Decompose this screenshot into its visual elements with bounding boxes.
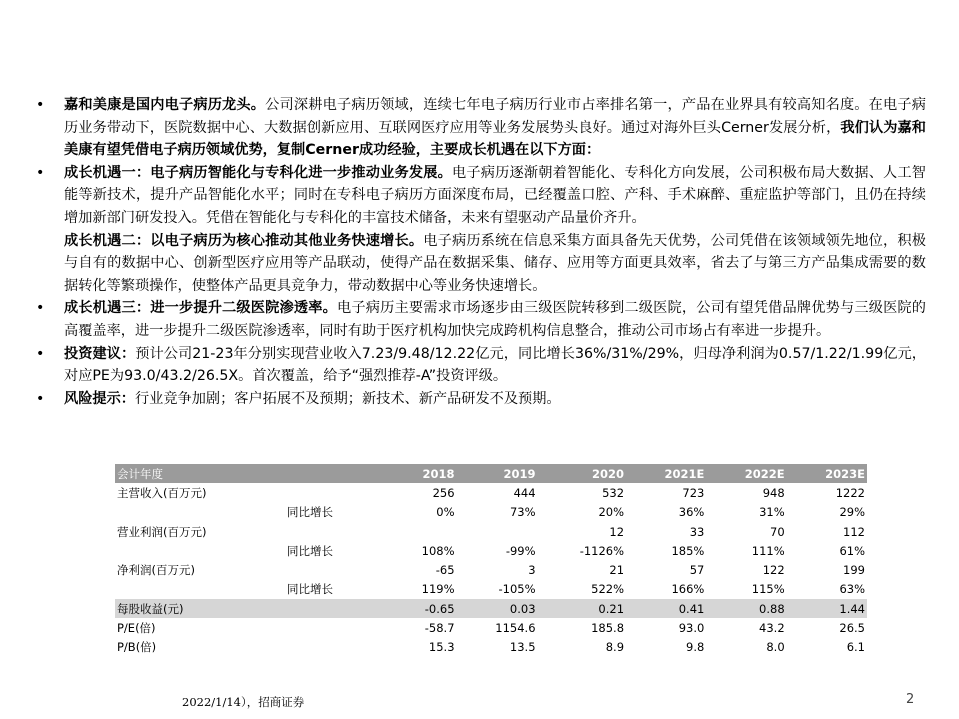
bullet-1-bold: 嘉和美康是国内电子病历龙头。 (64, 97, 266, 113)
cell-value: 93.0 (678, 621, 705, 636)
cell-value: -99% (505, 543, 536, 558)
cell-value: 122 (762, 563, 785, 578)
table-header-row (115, 464, 867, 483)
cell-value: 115% (751, 582, 785, 597)
table-row (115, 522, 867, 541)
cell-value: 9.8 (686, 640, 705, 655)
row-label (115, 580, 257, 599)
table-row (115, 599, 867, 618)
row-label: 主营收入(百万元) (117, 485, 207, 500)
cell-value: 1154.6 (495, 621, 536, 636)
row-label: 营业利润(百万元) (117, 524, 207, 539)
cell-value: -1126% (579, 543, 625, 558)
cell-value: 21 (609, 563, 625, 578)
cell-value: 36% (678, 505, 705, 520)
cell-value: 12 (609, 524, 625, 539)
row-sublabel (257, 618, 389, 637)
cell-value: 70 (770, 524, 785, 539)
bullet-4 (36, 343, 926, 388)
cell-value: 522% (591, 582, 625, 597)
row-sublabel: 同比增长 (287, 543, 333, 558)
row-sublabel: 同比增长 (287, 582, 333, 597)
cell-value: 0.03 (457, 599, 538, 618)
bullet-5-text: 行业竞争加剧；客户拓展不及预期；新技术、新产品研发不及预期。 (134, 390, 561, 407)
cell-value: 1.44 (787, 599, 867, 618)
cell-value: 73% (509, 505, 536, 520)
table-header-year: 2019 (457, 464, 538, 483)
cell-value: 166% (671, 582, 705, 597)
cell-value: -105% (498, 582, 536, 597)
cell-value: 8.9 (605, 640, 625, 655)
cell-value (389, 522, 457, 541)
cell-value: 532 (602, 485, 625, 500)
bullet-5 (36, 388, 926, 411)
bullet-2-bold: 成长机遇一：电子病历智能化与专科化进一步推动业务发展。 (64, 164, 452, 181)
table-header-year: 2022E (706, 464, 786, 483)
cell-value: 0.88 (706, 599, 786, 618)
financial-table (115, 464, 867, 657)
cell-value: 31% (759, 505, 785, 520)
cell-value: 948 (762, 485, 785, 500)
cell-value: 119% (421, 582, 455, 597)
bullet-1-bold-tail: 我们认为嘉和美康有望凭借电子病历领域优势，复制Cerner成功经验，主要成长机遇在以下方面： (64, 119, 926, 159)
cell-value: 61% (839, 543, 865, 558)
page-number: 2 (906, 692, 915, 707)
bullet-1-text: 公司深耕电子病历领域，连续七年电子病历行业市占率排名第一，产品在业界具有较高知名度。在电子病历业务带动下，医院数据中心、大数据创新应用、互联网医疗应用等业务发展势头良好。通过对海外巨头Cerner发展分析， (64, 97, 926, 136)
table-row (115, 638, 867, 657)
bullet-dot: • (36, 300, 45, 317)
bullet-2-continuation (36, 230, 926, 298)
table-header-year: 2023E (787, 464, 867, 483)
table-row (115, 503, 867, 522)
cell-value: 112 (843, 524, 865, 539)
cell-value: 0% (436, 505, 455, 520)
row-sublabel (257, 599, 389, 618)
row-sublabel (257, 638, 389, 657)
bullet-1 (36, 94, 926, 162)
cell-value: 0.41 (626, 599, 706, 618)
row-sublabel (257, 522, 389, 541)
row-label (115, 503, 257, 522)
bullet-3-bold: 成长机遇三：进一步提升二级医院渗透率。 (64, 300, 338, 317)
bullet-3 (36, 297, 926, 342)
row-label: 净利润(百万元) (117, 563, 195, 578)
cell-value: 63% (839, 582, 865, 597)
table-header-label: 会计年度 (115, 464, 257, 483)
cell-value: 3 (528, 563, 536, 578)
cell-value: 26.5 (839, 621, 865, 636)
cell-value: 1222 (835, 485, 865, 500)
table-row (115, 483, 867, 502)
row-label: 每股收益(元) (115, 599, 257, 618)
bullet-dot: • (36, 164, 45, 181)
bullet-2b-text: 电子病历系统在信息采集方面具备先天优势，公司凭借在该领域领先地位，积极与自有的数据中心、创新型医疗应用等产品联动，使得产品在数据采集、储存、应用等方面更具效率，省去了与第三方产品集成需要的数据转化等繁琐操作，使整体产品更具竞争力，带动数据中心等业务快速增长。 (64, 232, 926, 294)
cell-value: 723 (682, 485, 705, 500)
row-label: P/B(倍) (117, 640, 157, 655)
row-label (115, 541, 257, 560)
table-header-blank (257, 464, 389, 483)
table-body (115, 483, 867, 657)
cell-value: 33 (689, 524, 705, 539)
row-sublabel: 同比增长 (287, 505, 333, 520)
cell-value: 199 (843, 563, 865, 578)
bullet-list (36, 94, 926, 410)
bullet-2b-bold: 成长机遇二：以电子病历为核心推动其他业务快速增长。 (64, 232, 424, 249)
cell-value: -0.65 (389, 599, 457, 618)
table-header-year: 2021E (626, 464, 706, 483)
bullet-2 (36, 162, 926, 230)
table-row (115, 618, 867, 637)
table-header-year: 2018 (389, 464, 457, 483)
cell-value: 13.5 (509, 640, 536, 655)
bullet-4-text: 预计公司21-23年分别实现营业收入7.23/9.48/12.22亿元，同比增长36%/31%/29%，归母净利润为0.57/1.22/1.99亿元，对应PE为93.0/43.2/26.5X。首次覆盖，给予“强烈推荐-A”投资评级。 (64, 345, 926, 385)
table-header-year: 2020 (538, 464, 627, 483)
bullet-dot: • (36, 97, 45, 113)
cell-value: 111% (751, 543, 785, 558)
bullet-dot: • (36, 345, 45, 362)
cell-value: 29% (839, 505, 865, 520)
cell-value: 444 (513, 485, 536, 500)
table-row (115, 560, 867, 579)
table-row (115, 541, 867, 560)
cell-value: 185.8 (591, 621, 625, 636)
row-label: P/E(倍) (117, 621, 156, 636)
cell-value: 20% (598, 505, 625, 520)
cell-value: 185% (671, 543, 705, 558)
bullet-4-bold: 投资建议： (64, 345, 136, 362)
bullet-3-text: 电子病历主要需求市场逐步由三级医院转移到二级医院，公司有望凭借品牌优势与三级医院的高覆盖率，进一步提升二级医院渗透率，同时有助于医疗机构加快完成跨机构信息整合，推动公司市场占有率进一步提升。 (64, 300, 926, 339)
cell-value: 108% (421, 543, 455, 558)
cell-value: 8.0 (766, 640, 785, 655)
cell-value: 256 (432, 485, 455, 500)
cell-value: -58.7 (424, 621, 455, 636)
cell-value: 57 (689, 563, 705, 578)
bullet-5-bold: 风险提示： (64, 390, 135, 407)
bullet-dot: • (36, 390, 45, 407)
cell-value: 15.3 (428, 640, 455, 655)
cell-value: 6.1 (846, 640, 865, 655)
cell-value: -65 (435, 563, 455, 578)
table-row (115, 580, 867, 599)
cell-value (457, 522, 538, 541)
cell-value: 0.21 (538, 599, 627, 618)
row-sublabel (257, 483, 389, 502)
row-sublabel (257, 560, 389, 579)
cell-value: 43.2 (759, 621, 785, 636)
source-footer: 2022/1/14），招商证券 (182, 695, 305, 709)
bullet-2-text: 电子病历逐渐朝着智能化、专科化方向发展，公司积极布局大数据、人工智能等新技术，提升产品智能化水平；同时在专科电子病历方面深度布局，已经覆盖口腔、产科、手术麻醉、重症监护等部门，且仍在持续增加新部门研发投入。凭借在智能化与专科化的丰富技术储备，未来有望驱动产品量价齐升。 (64, 164, 926, 226)
